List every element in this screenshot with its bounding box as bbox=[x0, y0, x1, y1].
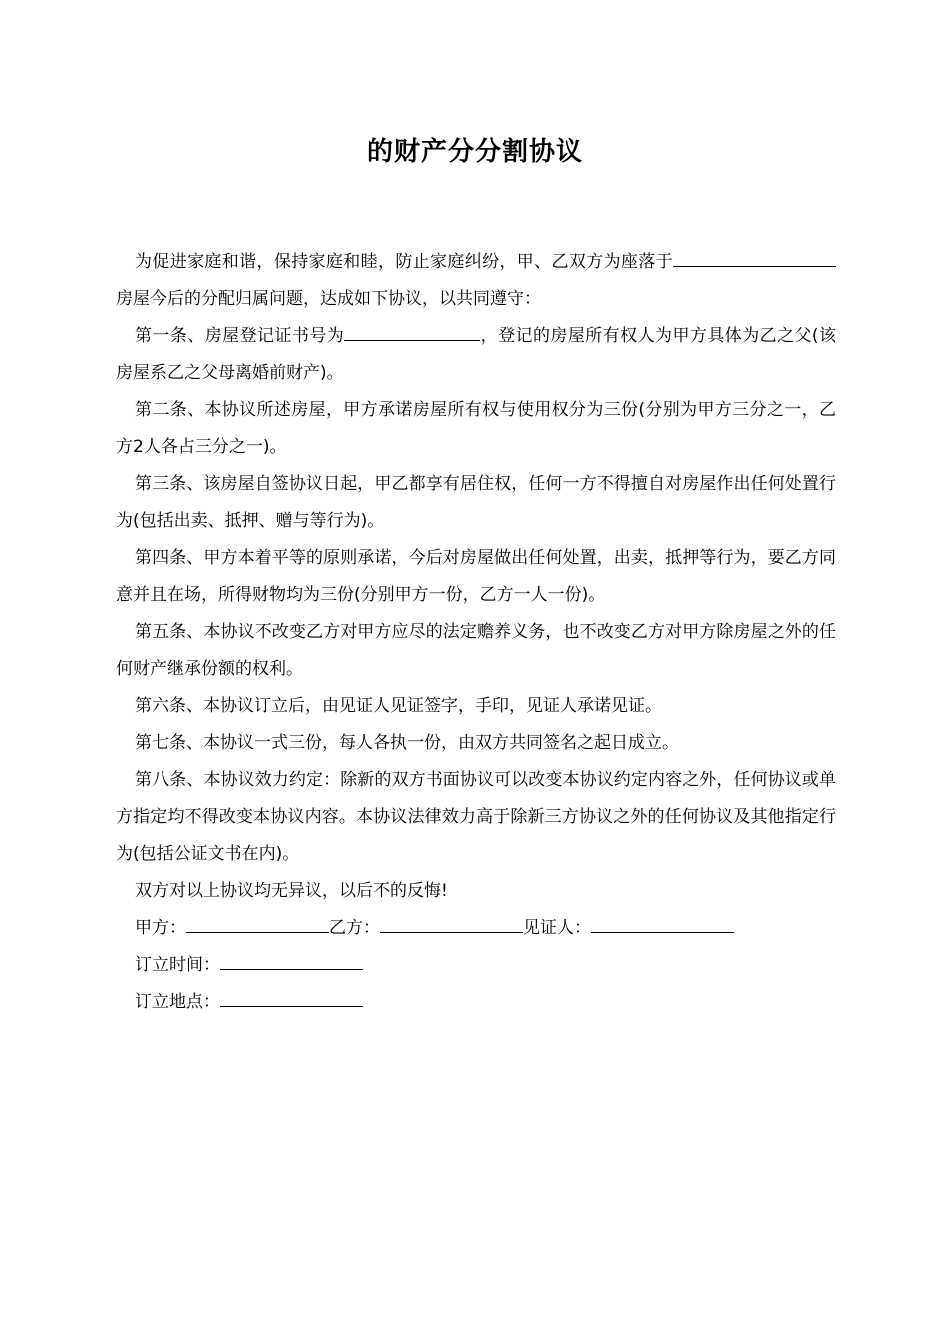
witness-label: 见证人： bbox=[523, 918, 591, 938]
article-1-text-before: 第一条、房屋登记证书号为 bbox=[135, 326, 345, 346]
article-3: 第三条、该房屋自签协议日起，甲乙都享有居住权，任何一方不得擅自对房屋作出任何处置行为(包括出卖、抵押、赠与等行为)。 bbox=[116, 474, 836, 531]
witness-signature-blank bbox=[591, 912, 734, 933]
signature-line bbox=[116, 910, 836, 947]
article-6: 第六条、本协议订立后，由见证人见证签字，手印，见证人承诺见证。 bbox=[135, 696, 662, 716]
article-7: 第七条、本协议一式三份，每人各执一份，由双方共同签名之起日成立。 bbox=[135, 733, 679, 753]
place-line bbox=[116, 984, 836, 1021]
document-title: 的财产分分割协议 bbox=[366, 137, 583, 167]
article-1-text-after: ，登记的房屋所有权人为甲方具体为乙之父(该房屋系乙之父母离婚前财产)。 bbox=[116, 326, 837, 383]
article-8: 第八条、本协议效力约定：除新的双方书面协议可以改变本协议约定内容之外，任何协议或单方指定均不得改变本协议内容。本协议法律效力高于除新三方协议之外的任何协议及其他指定行为(包括公证文书在内)。 bbox=[116, 770, 836, 864]
party-b-signature-blank bbox=[380, 912, 523, 933]
place-label: 订立地点： bbox=[135, 992, 220, 1012]
party-a-label: 甲方： bbox=[135, 918, 186, 938]
party-b-label: 乙方： bbox=[329, 918, 380, 938]
article-1 bbox=[116, 318, 836, 392]
certificate-number-blank bbox=[344, 320, 480, 341]
document-body bbox=[116, 244, 836, 1021]
place-blank bbox=[220, 986, 363, 1007]
intro-text-after: 房屋今后的分配归属问题，达成如下协议，以共同遵守： bbox=[116, 289, 541, 309]
date-blank bbox=[220, 949, 363, 970]
article-4: 第四条、甲方本着平等的原则承诺，今后对房屋做出任何处置，出卖，抵押等行为，要乙方同意并且在场，所得财物均为三份(分别甲方一份，乙方一人一份)。 bbox=[116, 548, 836, 605]
intro-text-before: 为促进家庭和谐，保持家庭和睦，防止家庭纠纷，甲、乙双方为座落于 bbox=[135, 252, 673, 272]
address-blank bbox=[673, 246, 778, 267]
article-5: 第五条、本协议不改变乙方对甲方应尽的法定赡养义务，也不改变乙方对甲方除房屋之外的任何财产继承份额的权利。 bbox=[116, 622, 836, 679]
closing-statement: 双方对以上协议均无异议，以后不的反悔! bbox=[135, 881, 448, 901]
article-2: 第二条、本协议所述房屋，甲方承诺房屋所有权与使用权分为三份(分别为甲方三分之一，乙方2人各占三分之一)。 bbox=[116, 400, 836, 457]
party-a-signature-blank bbox=[186, 912, 329, 933]
address-blank-continued bbox=[778, 246, 836, 267]
date-line bbox=[116, 947, 836, 984]
intro-paragraph bbox=[116, 244, 836, 318]
date-label: 订立时间： bbox=[135, 955, 220, 975]
